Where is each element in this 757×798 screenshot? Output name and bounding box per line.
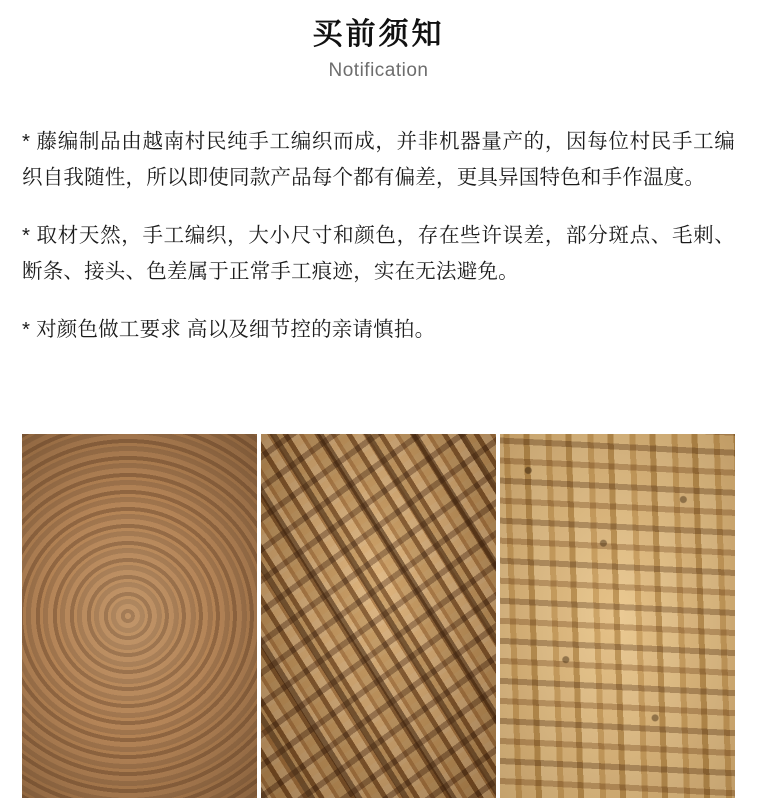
gallery-image-rattan-coil-closeup — [22, 434, 257, 798]
texture-overlay-shadow — [261, 434, 496, 798]
page-title: 买前须知 — [312, 18, 445, 51]
page-header — [0, 0, 757, 82]
notice-paragraph-1: * 藤编制品由越南村民纯手工编织而成，并非机器量产的，因每位村民手工编织自我随性，所以即使同款产品每个都有偏差，更具异国特色和手作温度。 — [22, 130, 735, 189]
notice-text-block — [22, 82, 735, 348]
gallery-image-rattan-flat-weave — [500, 434, 735, 798]
page-subtitle: Notification — [328, 59, 429, 81]
notice-paragraph-2: * 取材天然，手工编织，大小尺寸和颜色，存在些许误差，部分斑点、毛刺、断条、接头、色差属于正常手工痕迹，实在无法避免。 — [22, 223, 735, 283]
texture-overlay-gaps — [500, 434, 735, 798]
texture-overlay-vignette — [22, 434, 257, 798]
notice-paragraph-3: * 对颜色做工要求 高以及细节控的亲请慎拍。 — [22, 317, 436, 341]
gallery-image-rattan-diagonal-weave — [261, 434, 496, 798]
product-detail-gallery — [22, 434, 735, 798]
